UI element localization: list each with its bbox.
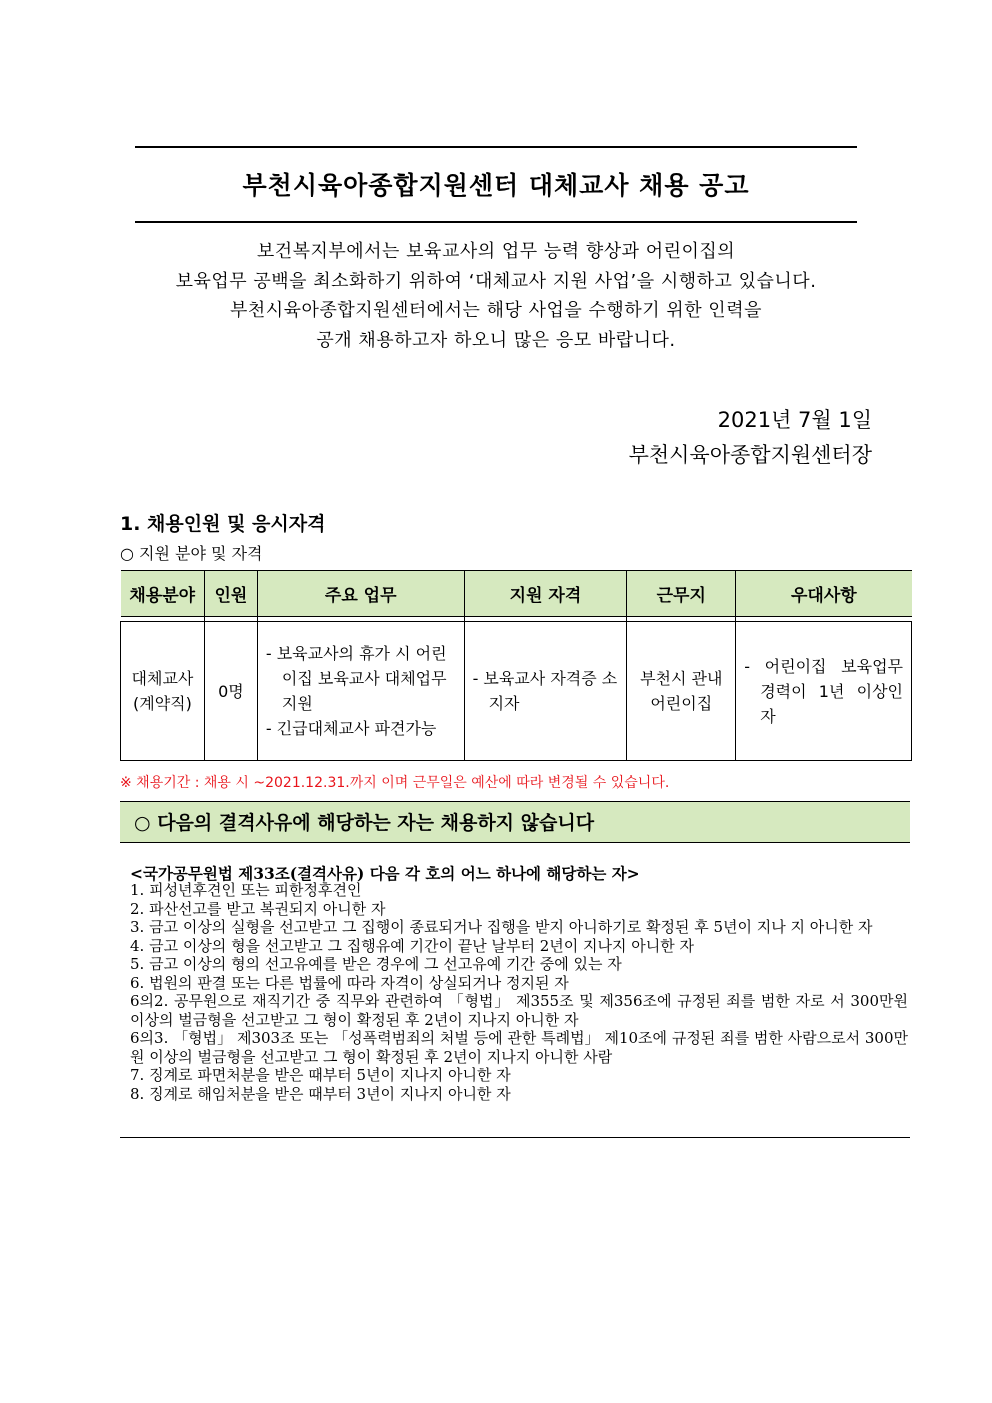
announcement-date: 2021년 7월 1일 xyxy=(717,408,872,432)
cell-field xyxy=(121,622,205,761)
issuer-signature: 부천시육아종합지원센터장 xyxy=(628,443,872,467)
header-qualification: 지원 자격 xyxy=(464,571,627,617)
intro-line-3: 부천시육아종합지원센터에서는 해당 사업을 수행하기 위한 인력을 xyxy=(230,300,762,321)
list-item: 8. 징계로 해임처분을 받은 때부터 3년이 지나지 아니한 자 xyxy=(130,1084,511,1103)
intro-line-4: 공개 채용하고자 하오니 많은 응모 바랍니다. xyxy=(316,330,676,351)
header-count: 인원 xyxy=(204,571,257,617)
list-item: 6의2. 공무원으로 재직기간 중 직무와 관련하여 「형법」 제355조 및 제356조에 규정된 죄를 범한 자로 서 300만원 이상의 벌금형을 선고받고 그 형이 확정된 후 2년이 지나지 아니한 자 xyxy=(130,992,908,1029)
list-item: 2. 파산선고를 받고 복권되지 아니한 자 xyxy=(130,899,386,918)
field-name: 대체교사 xyxy=(131,669,194,688)
employment-period-note: ※ 채용기간 : 채용 시 ~2021.12.31.까지 이며 근무일은 예산에 따라 변경될 수 있습니다. xyxy=(120,775,670,791)
disqualification-banner: ○ 다음의 결격사유에 해당하는 자는 채용하지 않습니다 xyxy=(120,801,910,843)
section-heading: 1. 채용인원 및 응시자격 xyxy=(120,513,326,535)
cell-qualification xyxy=(464,622,627,761)
cell-location xyxy=(627,622,736,761)
cell-preference xyxy=(736,622,912,761)
qualification-text: - 보육교사 자격증 소지자 xyxy=(472,669,618,713)
location-line: 어린이집 xyxy=(650,694,713,713)
header-location: 근무지 xyxy=(627,571,736,617)
duty-item: - 보육교사의 휴가 시 어린이집 보육교사 대체업무 지원 xyxy=(265,644,447,713)
list-item: 6의3. 「형법」 제303조 또는 「성폭력범죄의 처벌 등에 관한 특례법」 제10조에 규정된 죄를 범한 사람으로서 300만원 이상의 벌금형을 선고받고 그 형이 확정된 후 2년이 지나지 아니한 사람 xyxy=(130,1029,908,1066)
list-item: 5. 금고 이상의 형의 선고유예를 받은 경우에 그 선고유예 기간 중에 있는 자 xyxy=(130,955,622,973)
header-preference: 우대사항 xyxy=(736,571,912,617)
recruitment-table xyxy=(120,570,912,761)
duty-item: - 긴급대체교사 파견가능 xyxy=(265,719,437,738)
list-item: 1. 피성년후견인 또는 피한정후견인 xyxy=(130,881,362,899)
list-item: 4. 금고 이상의 형을 선고받고 그 집행유예 기간이 끝난 날부터 2년이 지나지 아니한 자 xyxy=(130,936,695,955)
location-line: 부천시 관내 xyxy=(640,669,723,688)
table-header-row xyxy=(121,571,912,617)
list-item: 3. 금고 이상의 실형을 선고받고 그 집행이 종료되거나 집행을 받지 아니하기로 확정된 후 5년이 지나 지 아니한 자 xyxy=(130,918,873,936)
list-item: 6. 법원의 판결 또는 다른 법률에 따라 자격이 상실되거나 정지된 자 xyxy=(130,973,569,992)
law-heading: <국가공무원법 제33조(결격사유) 다음 각 호의 어느 하나에 해당하는 자> xyxy=(130,864,640,883)
title-top-rule xyxy=(135,146,857,148)
disqualification-list xyxy=(130,881,908,1103)
page-title: 부천시육아종합지원센터 대체교사 채용 공고 xyxy=(242,171,750,200)
list-item: 7. 징계로 파면처분을 받은 때부터 5년이 지나지 아니한 자 xyxy=(130,1066,511,1084)
header-field: 채용분야 xyxy=(121,571,205,617)
table-row xyxy=(121,622,912,761)
title-bottom-rule xyxy=(135,221,857,223)
cell-count: 0명 xyxy=(204,622,257,761)
preference-text: - 어린이집 보육업무 경력이 1년 이상인 자 xyxy=(744,656,903,726)
section-subheading: ○ 지원 분야 및 자격 xyxy=(120,544,263,563)
bottom-rule xyxy=(120,1137,910,1138)
header-duties: 주요 업무 xyxy=(257,571,464,617)
intro-line-2: 보육업무 공백을 최소화하기 위하여 ‘대체교사 지원 사업’을 시행하고 있습니다. xyxy=(175,271,817,292)
cell-duties xyxy=(257,622,464,761)
intro-line-1: 보건복지부에서는 보육교사의 업무 능력 향상과 어린이집의 xyxy=(256,241,736,262)
field-type: (계약직) xyxy=(133,694,192,713)
